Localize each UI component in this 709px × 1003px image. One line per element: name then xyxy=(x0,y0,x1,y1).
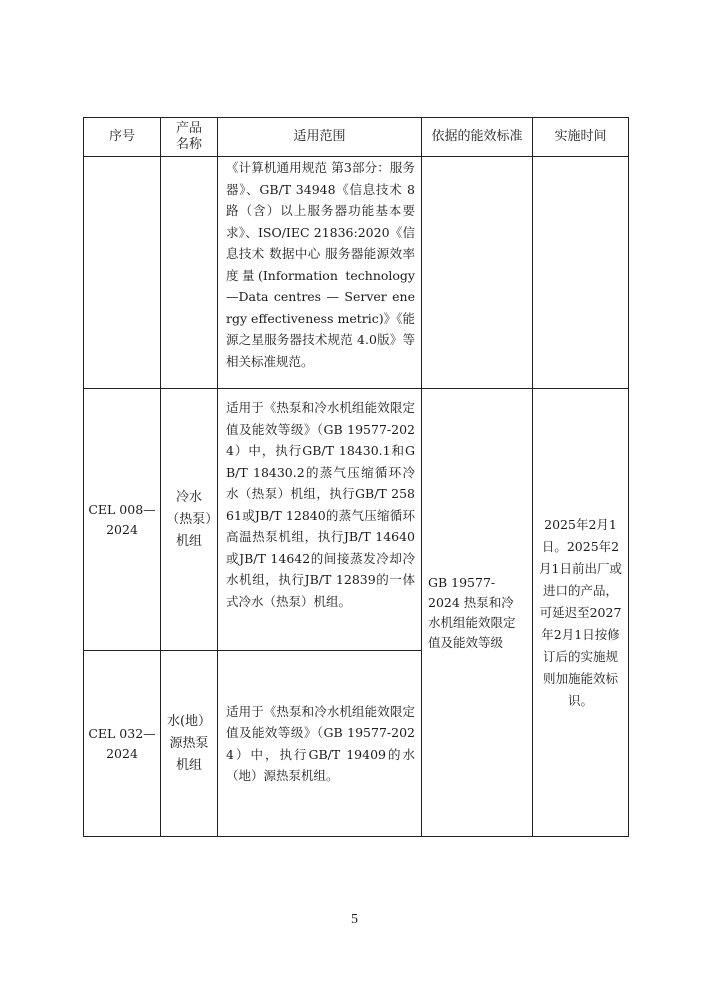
table-header-row xyxy=(84,118,629,157)
product-name: 水(地）源热泵机组 xyxy=(166,713,212,773)
product-name: 冷水（热泵）机组 xyxy=(166,489,212,549)
date-text: 2025年2月1日。2025年2月1日前出厂或进口的产品，可延迟至2027年2月1日按修订后的实施规则加施能效标识。 xyxy=(539,516,622,708)
cell-standard-empty xyxy=(422,157,533,389)
efficiency-label-table xyxy=(83,117,629,837)
header-date: 实施时间 xyxy=(533,118,629,157)
table-row-continuation xyxy=(84,157,629,389)
cell-serial-empty xyxy=(84,157,161,389)
cell-serial xyxy=(84,389,161,651)
scope-text: 适用于《热泵和冷水机组能效限定值及能效等级》（GB 19577-2024）中，执行GB/T 18430.1和GB/T 18430.2的蒸气压缩循环冷水（热泵）机组，执行GB/T 25861或JB/T 12840的蒸气压缩循环高温热泵机组，执行JB/T 14640或JB/T 14642的间接蒸发冷却冷水机组，执行JB/T 12839的一体式冷水（热泵）机组。 xyxy=(226,400,415,609)
header-serial: 序号 xyxy=(84,118,161,157)
product-code: CEL 008—2024 xyxy=(88,501,156,537)
cell-scope xyxy=(218,389,422,651)
cell-product-empty xyxy=(161,157,218,389)
scope-text: 适用于《热泵和冷水机组能效限定值及能效等级》（GB 19577-2024）中，执行GB/T 19409的水（地）源热泵机组。 xyxy=(226,703,415,783)
cell-date-empty xyxy=(533,157,629,389)
header-product-name: 产品名称 xyxy=(161,118,218,157)
cell-product xyxy=(161,651,218,837)
header-standard: 依据的能效标准 xyxy=(422,118,533,157)
cell-scope-continuation xyxy=(218,157,422,389)
cell-scope xyxy=(218,651,422,837)
standard-text: GB 19577-2024 热泵和冷水机组能效限定值及能效等级 xyxy=(428,574,516,650)
cell-standard xyxy=(422,389,533,837)
cell-date xyxy=(533,389,629,837)
scope-text: 《计算机通用规范 第3部分：服务器》、GB/T 34948《信息技术 8路（含）以上服务器功能基本要求》、ISO/IEC 21836:2020《信息技术 数据中心 服务器能源效率度量(Information technology—Data centres — Server energy effectiveness metric)》《能源之星服务器技术规范 4.0版》等相关标准规范。 xyxy=(226,160,415,369)
page-number: 5 xyxy=(351,912,358,927)
product-code: CEL 032—2024 xyxy=(88,725,156,761)
cell-serial xyxy=(84,651,161,837)
header-scope: 适用范围 xyxy=(218,118,422,157)
cell-product xyxy=(161,389,218,651)
table-row xyxy=(84,389,629,651)
